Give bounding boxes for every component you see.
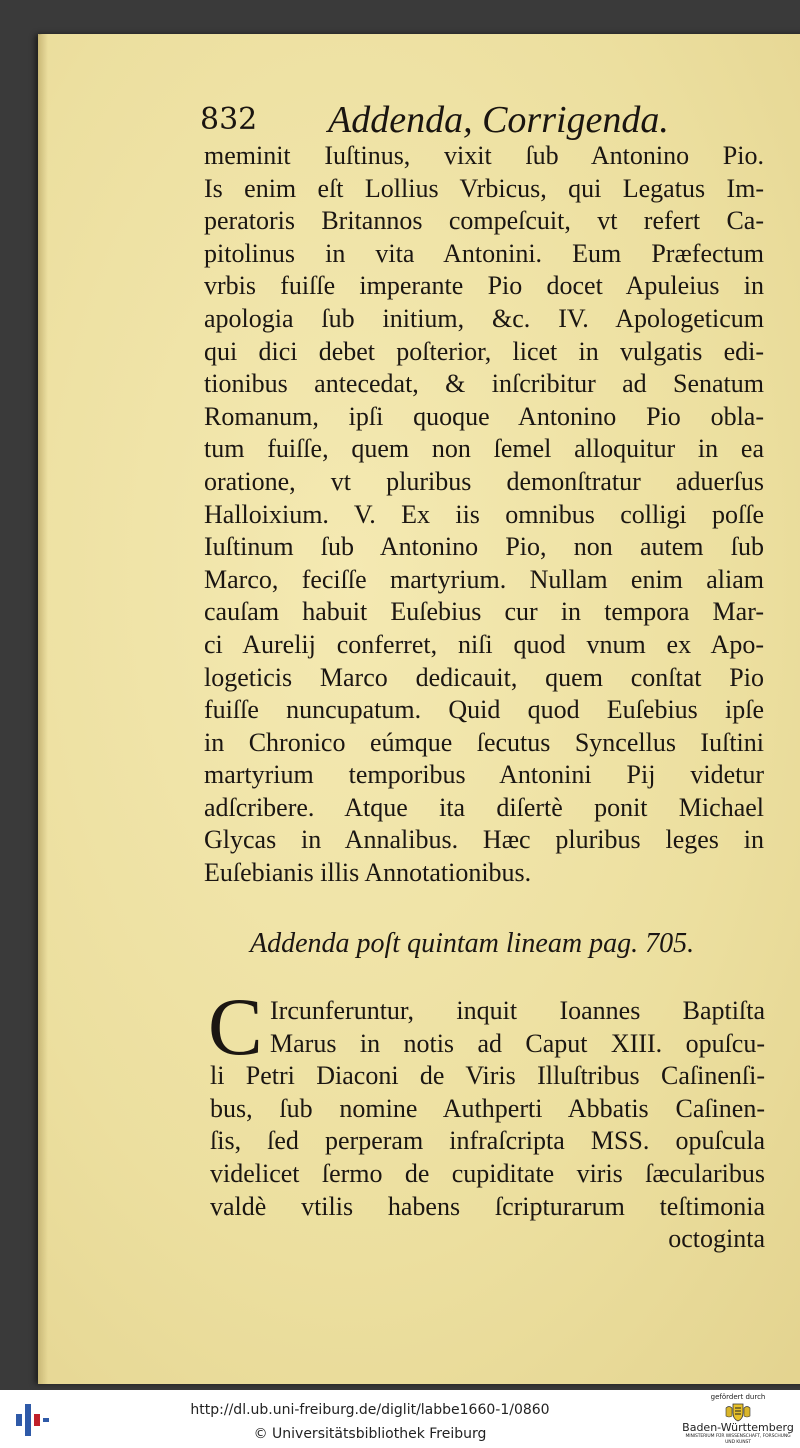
section-text-block xyxy=(208,981,765,1256)
text-line: Iuſtinum ſub Antonino Pio, non autem ſub xyxy=(204,532,764,562)
text-line: logeticis Marco dedicauit, quem conſtat Pio xyxy=(204,662,764,692)
text-line: peratoris Britannos compeſcuit, vt refert Ca- xyxy=(204,206,764,236)
text-line: vrbis fuiſſe imperante Pio docet Apuleius in xyxy=(204,271,764,301)
permalink-url[interactable]: http://dl.ub.uni-freiburg.de/diglit/labbe1660-1/0860 xyxy=(190,1402,550,1418)
page-number: 832 xyxy=(200,102,258,137)
text-line: Halloixium. V. Ex iis omnibus colligi poſſe xyxy=(204,499,764,529)
text-line: pitolinus in vita Antonini. Eum Præfectum xyxy=(204,238,764,268)
text-line: apologia ſub initium, &c. IV. Apologeticum xyxy=(204,303,764,333)
text-line: Romanum, ipſi quoque Antonino Pio obla- xyxy=(204,401,764,431)
text-line: valdè vtilis habens ſcripturarum teſtimonia xyxy=(210,1191,765,1221)
text-line: qui dici debet poſterior, licet in vulgatis edi- xyxy=(204,336,764,366)
copyright-notice: © Universitätsbibliothek Freiburg xyxy=(253,1426,487,1442)
bw-coat-of-arms-icon xyxy=(723,1402,753,1422)
sponsor-name: Baden-Württemberg xyxy=(682,1421,794,1434)
sponsor-block xyxy=(682,1392,794,1446)
text-line: bus, ſub nomine Authperti Abbatis Caſinen- xyxy=(210,1093,765,1123)
text-line: meminit Iuſtinus, vixit ſub Antonino Pio. xyxy=(204,141,764,170)
text-line: ci Aurelij conferret, niſi quod vnum ex Apo- xyxy=(204,629,764,659)
viewer-footer xyxy=(0,1390,800,1448)
text-line: martyrium temporibus Antonini Pij videtur xyxy=(204,760,764,790)
text-line: ſis, ſed perperam infraſcripta MSS. opuſcula xyxy=(210,1126,765,1156)
drop-capital: C xyxy=(208,981,263,1072)
text-line: in Chronico eúmque ſecutus Syncellus Iuſtini xyxy=(204,727,764,757)
section-heading: Addenda poſt quintam lineam pag. 705. xyxy=(250,928,695,959)
text-line: Is enim eſt Lollius Vrbicus, qui Legatus Im- xyxy=(204,173,764,203)
page-gutter-shadow xyxy=(38,34,48,1384)
sponsor-ministry: MINISTERIUM FÜR WISSENSCHAFT, FORSCHUNG UND KUNST xyxy=(685,1434,791,1445)
catchword: octoginta xyxy=(668,1224,765,1254)
text-line: Marus in notis ad Caput XIII. opuſcu- xyxy=(270,1028,765,1058)
text-line: Marco, feciſſe martyrium. Nullam enim aliam xyxy=(204,564,764,594)
sponsor-prefix: gefördert durch xyxy=(710,1393,766,1401)
text-line: fuiſſe nuncupatum. Quid quod Euſebius ipſe xyxy=(204,695,764,725)
text-line: tionibus antecedat, & inſcribitur ad Senatum xyxy=(204,369,764,399)
text-line: Euſebianis illis Annotationibus. xyxy=(204,858,532,888)
running-title: Addenda, Corrigenda. xyxy=(328,99,669,141)
text-line: li Petri Diaconi de Viris Illuſtribus Caſinenſi- xyxy=(210,1061,765,1091)
text-line: oratione, vt pluribus demonſtratur aduerſus xyxy=(204,466,764,496)
text-line: tum fuiſſe, quem non ſemel alloquitur in ea xyxy=(204,434,764,464)
text-line: Glycas in Annalibus. Hæc pluribus leges in xyxy=(204,825,764,855)
main-text-block xyxy=(204,140,764,890)
text-line: videlicet ſermo de cupiditate viris ſæcularibus xyxy=(210,1158,765,1188)
text-line: cauſam habuit Euſebius cur in tempora Mar- xyxy=(204,597,764,627)
text-line: Ircunferuntur, inquit Ioannes Baptiſta xyxy=(270,996,765,1025)
text-line: adſcribere. Atque ita diſertè ponit Michael xyxy=(204,792,764,822)
